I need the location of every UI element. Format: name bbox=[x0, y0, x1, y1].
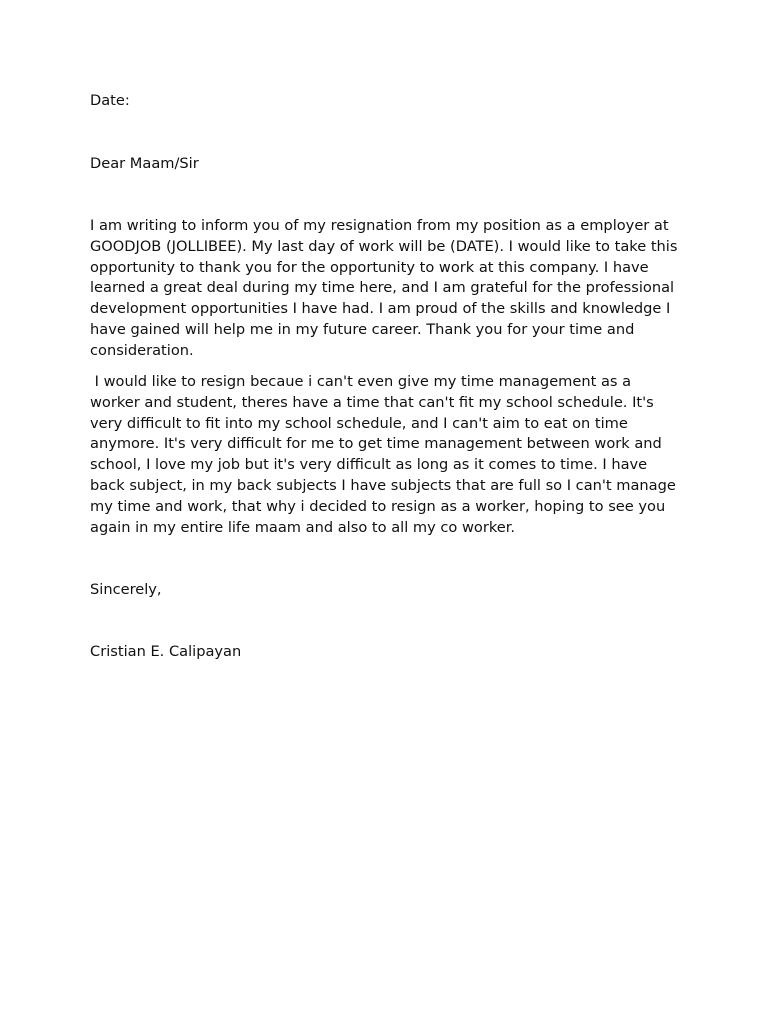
closing: Sincerely, bbox=[90, 581, 162, 598]
signature-name: Cristian E. Calipayan bbox=[90, 643, 242, 660]
body-paragraph-2: I would like to resign becaue i can't even give my time management as a worker and student, theres have a time that can't fit my school schedule. It's very difficult to fit into my school schedule, and I can't aim to eat on time anymore. It's very difficult for me to get time management between work and school, I love my job but it's very difficult as long as it comes to time. I have back subject, in my back subjects I have subjects that are full so I can't manage my time and work, that why i decided to resign as a worker, hoping to see you again in my entire life maam and also to all my co worker. bbox=[90, 373, 681, 536]
body-paragraph-1: I am writing to inform you of my resignation from my position as a employer at GOODJOB (JOLLIBEE). My last day of work will be (DATE). I would like to take this opportunity to thank you for the opportunity to work at this company. I have learned a great deal during my time here, and I am grateful for the professional development opportunities I have had. I am proud of the skills and knowledge I have gained will help me in my future career. Thank you for your time and consideration. bbox=[90, 217, 683, 359]
date-label: Date: bbox=[90, 92, 130, 109]
salutation: Dear Maam/Sir bbox=[90, 155, 199, 172]
